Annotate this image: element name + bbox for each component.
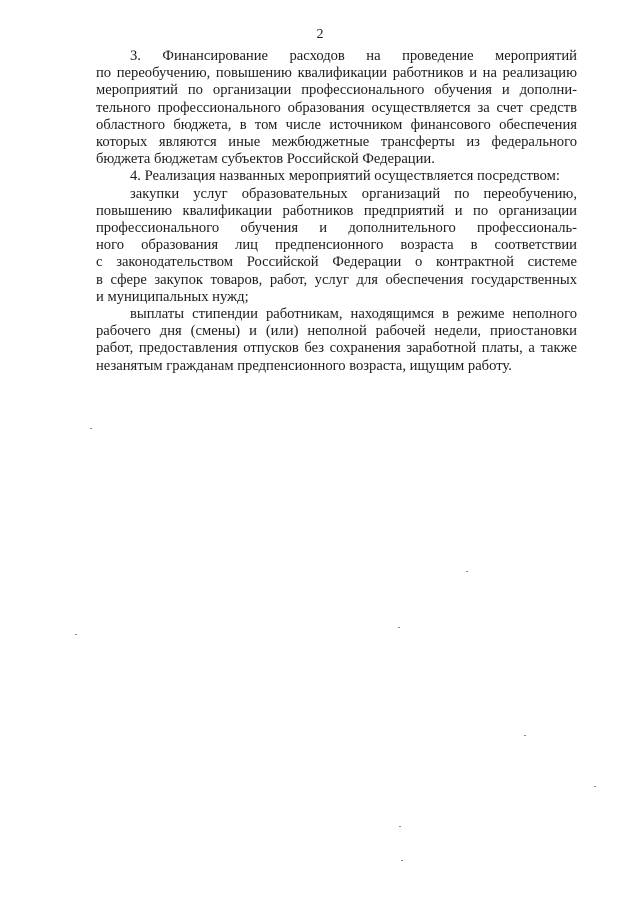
text-line: и муниципальных нужд; (96, 288, 249, 305)
paragraph-stipends (96, 306, 577, 375)
text-line: бюджета бюджетам субъектов Российской Федерации. (96, 151, 435, 168)
text-line: выплаты стипендии работникам, находящимся в режиме неполного (130, 306, 577, 323)
text-line: закупки услуг образовательных организаций по переобучению, (130, 185, 577, 202)
scan-speck (75, 634, 77, 635)
text-line: 3. Финансирование расходов на проведение мероприятий (130, 48, 577, 64)
page-number: 2 (316, 27, 324, 42)
scan-speck (594, 786, 596, 787)
scan-speck (524, 735, 526, 736)
scan-speck (466, 571, 468, 572)
text-line: областного бюджета, в том числе источником финансового обеспечения (96, 116, 577, 133)
text-line: мероприятий по организации профессионального обучения и дополни- (96, 82, 577, 99)
text-line: по переобучению, повышению квалификации работников и на реализацию (96, 65, 577, 82)
text-line: работ, предоставления отпусков без сохранения заработной платы, а также (96, 340, 577, 357)
document-body (96, 48, 577, 375)
text-line: незанятым гражданам предпенсионного возраста, ищущим работу. (96, 357, 512, 374)
text-line: которых являются иные межбюджетные трансферты из федерального (96, 134, 577, 151)
paragraph-procurement (96, 186, 577, 306)
scan-speck (398, 627, 400, 628)
text-line: в сфере закупок товаров, работ, услуг для обеспечения государственных (96, 271, 577, 288)
text-line: рабочего дня (смены) и (или) неполной рабочей недели, приостановки (96, 323, 577, 340)
paragraph-financing (96, 48, 577, 168)
scan-speck (401, 860, 403, 861)
scan-speck (399, 826, 401, 827)
text-line: с законодательством Российской Федерации о контрактной системе (96, 254, 577, 271)
text-line: тельного профессионального образования осуществляется за счет средств (96, 99, 577, 116)
text-line: профессионального обучения и дополнительного профессиональ- (96, 220, 577, 237)
text-line: повышению квалификации работников предприятий и по организации (96, 202, 577, 219)
paragraph-implementation (96, 168, 577, 185)
scan-speck (90, 428, 92, 429)
text-line: 4. Реализация названных мероприятий осуществляется посредством: (130, 168, 560, 185)
text-line: ного образования лиц предпенсионного возраста в соответствии (96, 237, 577, 254)
